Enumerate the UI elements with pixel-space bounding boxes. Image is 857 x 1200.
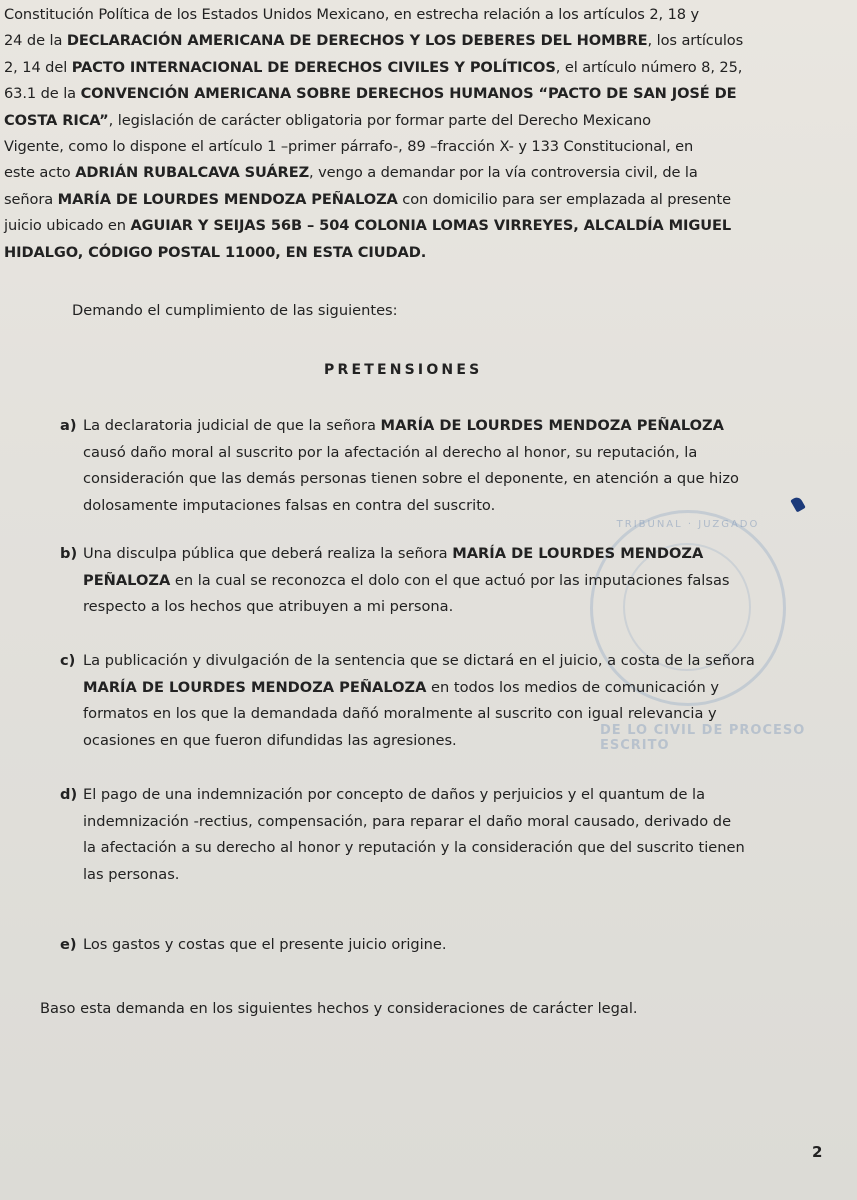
text-segment: La declaratoria judicial de que la señora [83, 417, 381, 434]
intro-line [4, 160, 850, 186]
item-line [83, 413, 799, 440]
item-line [83, 568, 799, 595]
item-marker: d) [60, 786, 78, 803]
intro-paragraph [4, 2, 850, 266]
court-seal-band: DE LO CIVIL DE PROCESO ESCRITO [600, 723, 806, 753]
item-marker: c) [60, 652, 76, 669]
intro-line [4, 28, 850, 54]
text-segment: , vengo a demandar por la vía controversia civil, de la [309, 164, 698, 182]
intro-line [4, 55, 850, 81]
bold-text-segment: MARÍA DE LOURDES MENDOZA [452, 545, 704, 562]
text-segment: las personas. [83, 865, 180, 883]
item-line [83, 809, 799, 836]
item-line [83, 466, 799, 493]
text-segment: este acto [4, 164, 76, 182]
text-segment: indemnización -rectius, compensación, para reparar el daño moral causado, derivado de [83, 812, 732, 830]
intro-line [4, 108, 850, 134]
text-segment: , legislación de carácter obligatoria por formar parte del Derecho Mexicano [108, 111, 652, 129]
court-seal-text: TRIBUNAL · JUZGADO [616, 519, 760, 530]
bold-text-segment: HIDALGO, CÓDIGO POSTAL 11000, EN ESTA CIUDAD. [4, 243, 427, 261]
item-line [83, 648, 799, 675]
text-segment: ocasiones en que fueron difundidas las agresiones. [83, 731, 457, 749]
item-line [83, 835, 799, 862]
text-segment: La publicación y divulgación de la sentencia que se dictará en el juicio, a costa de la señora [83, 652, 755, 669]
item-body [83, 541, 799, 621]
section-heading: PRETENSIONES [324, 362, 483, 378]
bold-text-segment: AGUIAR Y SEIJAS 56B – 504 COLONIA LOMAS VIRREYES, ALCALDÍA MIGUEL [130, 217, 732, 235]
intro-line [4, 2, 850, 28]
text-segment: Constitución Política de los Estados Unidos Mexicano, en estrecha relación a los artículos 2, 18 y [4, 6, 700, 23]
text-segment: en la cual se reconozca el dolo con el que actuó por las imputaciones falsas [170, 571, 730, 589]
text-segment: El pago de una indemnización por concepto de daños y perjuicios y el quantum de la [83, 786, 706, 803]
bold-text-segment: PACTO INTERNACIONAL DE DERECHOS CIVILES Y POLÍTICOS [71, 58, 556, 76]
bold-text-segment: MARÍA DE LOURDES MENDOZA PEÑALOZA [57, 190, 398, 208]
closing-sentence: Baso esta demanda en los siguientes hechos y consideraciones de carácter legal. [40, 1000, 638, 1017]
text-segment: la afectación a su derecho al honor y reputación y la consideración que del suscrito tienen [83, 839, 745, 857]
text-segment: con domicilio para ser emplazada al presente [397, 190, 731, 208]
item-line [83, 701, 799, 728]
text-segment: , los artículos [647, 32, 744, 50]
text-segment: respecto a los hechos que atribuyen a mi persona. [83, 598, 454, 616]
item-line [83, 862, 799, 889]
item-body [83, 782, 799, 888]
text-segment: dolosamente imputaciones falsas en contra del suscrito. [83, 496, 496, 514]
item-line [83, 594, 799, 621]
item-line [83, 782, 799, 809]
text-segment: juicio ubicado en [4, 217, 131, 235]
text-segment: 63.1 de la [4, 85, 81, 103]
text-segment: Una disculpa pública que deberá realiza la señora [83, 545, 453, 562]
bold-text-segment: COSTA RICA” [4, 111, 109, 129]
text-segment: Los gastos y costas que el presente juicio origine. [83, 936, 447, 953]
text-segment: en todos los medios de comunicación y [426, 678, 719, 696]
text-segment: 24 de la [4, 32, 67, 50]
item-marker: b) [60, 545, 78, 562]
item-line [83, 675, 799, 702]
bold-text-segment: DECLARACIÓN AMERICANA DE DERECHOS Y LOS DEBERES DEL HOMBRE [66, 32, 648, 50]
item-line [83, 493, 799, 520]
intro-line [4, 81, 850, 107]
bold-text-segment: MARÍA DE LOURDES MENDOZA PEÑALOZA [83, 678, 427, 696]
intro-line [4, 187, 850, 213]
text-segment: 2, 14 del [4, 58, 72, 76]
text-segment: señora [4, 190, 58, 208]
item-body [83, 932, 799, 959]
intro-line [4, 240, 850, 266]
item-line [83, 728, 799, 755]
intro-line [4, 134, 850, 160]
bold-text-segment: CONVENCIÓN AMERICANA SOBRE DERECHOS HUMANOS “PACTO DE SAN JOSÉ DE [80, 85, 737, 103]
text-segment: formatos en los que la demandada dañó moralmente al suscrito con igual relevancia y [83, 705, 717, 723]
item-body [83, 648, 799, 754]
page-number: 2 [812, 1143, 823, 1161]
item-marker: e) [60, 936, 77, 953]
intro-line [4, 213, 850, 239]
item-line [83, 541, 799, 568]
bold-text-segment: PEÑALOZA [83, 571, 171, 589]
bold-text-segment: ADRIÁN RUBALCAVA SUÁREZ [75, 164, 310, 182]
bold-text-segment: MARÍA DE LOURDES MENDOZA PEÑALOZA [380, 417, 724, 434]
item-line [83, 932, 799, 959]
item-body [83, 413, 799, 519]
item-line [83, 440, 799, 467]
text-segment: consideración que las demás personas tienen sobre el deponente, en atención a que hizo [83, 470, 739, 488]
item-marker: a) [60, 417, 77, 434]
text-segment: Vigente, como lo dispone el artículo 1 –primer párrafo-, 89 –fracción X- y 133 Constitucional, en [4, 138, 694, 156]
text-segment: causó daño moral al suscrito por la afectación al derecho al honor, su reputación, la [83, 443, 698, 461]
lead-sentence: Demando el cumplimiento de las siguientes: [72, 302, 398, 319]
text-segment: , el artículo número 8, 25, [555, 58, 743, 76]
